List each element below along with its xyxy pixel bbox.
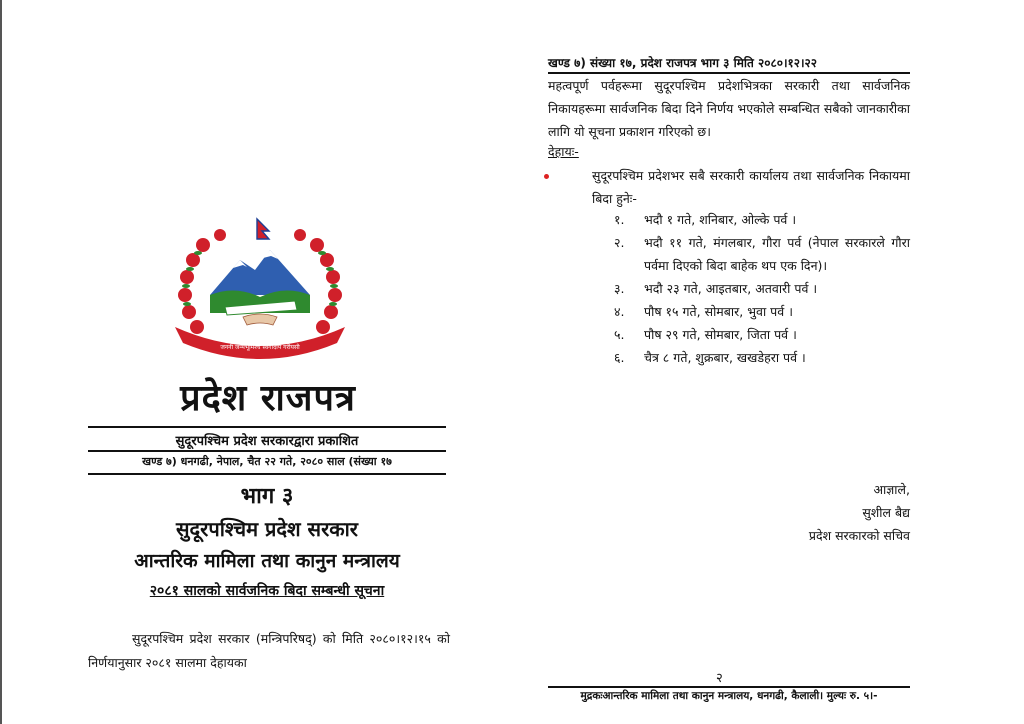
nepal-coat-of-arms-icon: [165, 215, 355, 375]
dehaya-label: देहायः-: [548, 144, 579, 159]
ministry-heading: आन्तरिक मामिला तथा कानुन मन्त्रालय: [134, 550, 400, 572]
signatory-designation: प्रदेश सरकारको सचिव: [808, 528, 910, 543]
printer-footer: मुद्रकःआन्तरिक मामिला तथा कानुन मन्त्रालय, धनगढी, कैलाली। मुल्यः रु. ५।-: [580, 690, 878, 702]
list-item: [614, 208, 910, 231]
signature-block: [780, 478, 910, 547]
page-border: [0, 0, 2, 724]
item-number: ३.: [614, 281, 625, 296]
list-item: [614, 346, 910, 369]
list-item: [614, 231, 910, 277]
item-text: पौष १५ गते, सोमबार, भुवा पर्व ।: [644, 304, 793, 319]
page-number: २: [716, 671, 723, 686]
signatory-name: सुशील बैद्य: [862, 505, 910, 520]
signature-line: आज्ञाले,: [873, 482, 910, 497]
bullet-text: सुदूरपश्चिम प्रदेशभर सबै सरकारी कार्यालय तथा सार्वजनिक निकायमा बिदा हुनेः-: [592, 168, 910, 206]
divider: [88, 450, 446, 452]
item-number: ६.: [614, 350, 625, 365]
divider: [88, 473, 446, 475]
publisher-line: सुदूरपश्चिम प्रदेश सरकारद्वारा प्रकाशित: [175, 434, 359, 449]
item-number: ४.: [614, 304, 625, 319]
list-item: [614, 277, 910, 300]
item-text: चैत्र ८ गते, शुक्रबार, खखडेहरा पर्व ।: [644, 350, 806, 365]
item-number: १.: [614, 212, 625, 227]
item-number: २.: [614, 235, 625, 250]
item-text: भदौ १ गते, शनिबार, ओल्के पर्व ।: [644, 212, 797, 227]
part-heading: भाग ३: [240, 483, 294, 509]
issue-line: खण्ड ७) धनगढी, नेपाल, चैत २२ गते, २०८० साल (संख्या १७: [142, 455, 392, 468]
item-number: ५.: [614, 327, 625, 342]
government-heading: सुदूरपश्चिम प्रदेश सरकार: [176, 517, 358, 541]
intro-paragraph: सुदूरपश्चिम प्रदेश सरकार (मन्त्रिपरिषद्) को मिति २०८०।१२।१५ को निर्णयानुसार २०८१ सालमा देहायका: [88, 631, 450, 670]
item-text: भदौ २३ गते, आइतबार, अतवारी पर्व ।: [644, 281, 818, 296]
gazette-title: प्रदेश राजपत्र: [180, 377, 356, 419]
list-item: [614, 323, 910, 346]
list-item: [614, 300, 910, 323]
item-text: पौष २९ गते, सोमबार, जिता पर्व ।: [644, 327, 797, 342]
holiday-list: [614, 208, 910, 369]
page-header: खण्ड ७) संख्या १७, प्रदेश राजपत्र भाग ३ मिति २०८०।१२।२२: [548, 56, 818, 70]
notice-title: २०८१ सालको सार्वजनिक बिदा सम्बन्धी सूचना: [149, 583, 385, 599]
bullet-dot-icon: [544, 174, 549, 179]
footer-rule: [548, 686, 910, 688]
emblem-motto: जननी जन्मभूमिश्च स्वर्गादपि गरीयसी: [220, 344, 300, 351]
divider: [88, 426, 446, 428]
body-paragraph: महत्वपूर्ण पर्वहरूमा सुदूरपश्चिम प्रदेशभित्रका सरकारी तथा सार्वजनिक निकायहरूमा सार्वजनिक बिदा दिने निर्णय भएकोले सम्बन्धित सबैको जानकारीका लागि यो सूचना प्रकाशन गरिएको छ।: [548, 78, 910, 139]
item-text: भदौ ११ गते, मंगलबार, गौरा पर्व (नेपाल सरकारले गौरा पर्वमा दिएको बिदा बाहेक थप एक दिन)।: [644, 235, 910, 273]
